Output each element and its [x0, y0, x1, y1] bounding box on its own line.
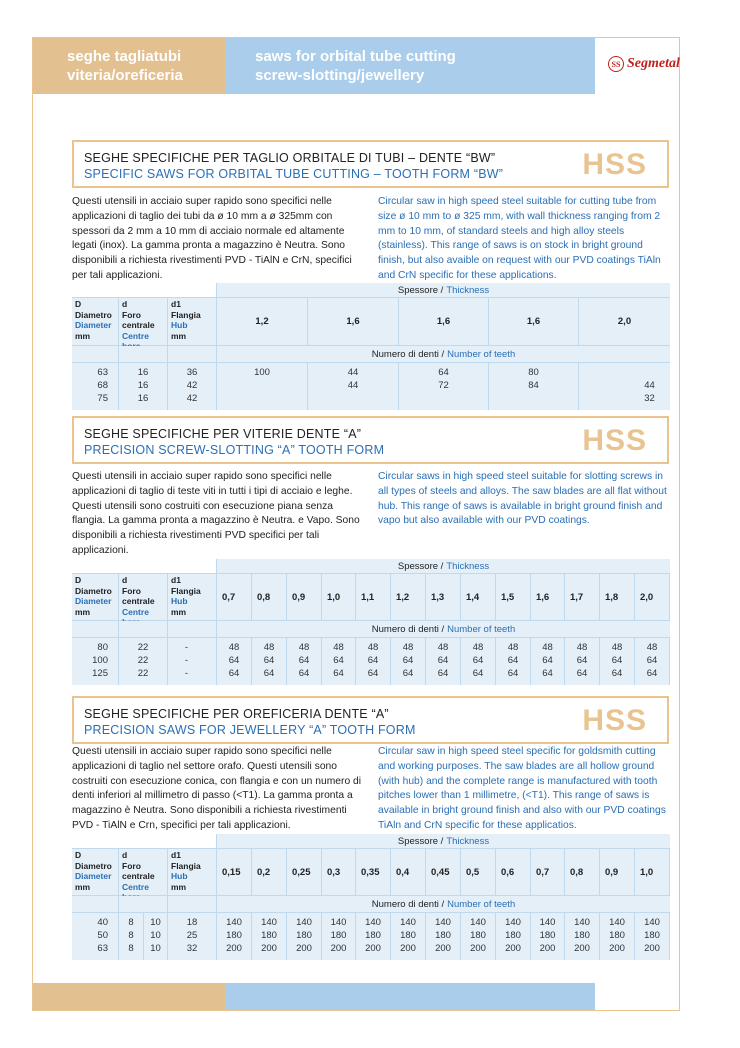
column-label-hub: d1 Flangia Hub mm	[168, 574, 216, 620]
section-jewellery-description-en: Circular saw in high speed steel specific for goldsmith cutting and working purposes. The saw blades are all hollow ground (with hub) and the complete range is manufactured with tooth pitches lower than 1 millimetre, (<T1). This range of saws is available in bright ground finish and also with our PVD coatings TiAln and CrN specific for these applicatios.	[378, 746, 666, 831]
teeth-values: 48 64 64	[356, 638, 390, 685]
centre-bore-values-a: 8 8 8	[119, 913, 143, 960]
header-english-line-1: saws for orbital tube cutting	[255, 48, 456, 65]
teeth-values: 140 180 200	[287, 913, 321, 960]
header-italian-title	[67, 47, 183, 85]
section-jewellery-table	[72, 834, 670, 960]
header-italian-line-2: viteria/oreficeria	[67, 67, 183, 84]
thickness-header: 1,1	[356, 574, 390, 620]
thickness-header: 0,35	[356, 849, 390, 895]
thickness-header: 0,9	[287, 574, 321, 620]
teeth-values: 80 84	[489, 363, 578, 410]
table-blank-corner	[72, 834, 216, 848]
teeth-values: 140 180 200	[600, 913, 634, 960]
header-left-band	[33, 38, 225, 94]
thickness-caption: Spessore / Thickness	[217, 834, 670, 848]
column-label-diameter: D Diametro Diameter mm	[72, 298, 118, 345]
teeth-values: 140 180 200	[565, 913, 599, 960]
table-spacer	[119, 896, 167, 912]
thickness-header: 0,25	[287, 849, 321, 895]
thickness-header: 0,4	[391, 849, 425, 895]
teeth-values: 44 44	[308, 363, 398, 410]
column-label-centre-bore: d Foro centrale Centre	[119, 298, 167, 345]
teeth-values: 48 64 64	[322, 638, 355, 685]
thickness-header: 0,7	[217, 574, 251, 620]
header-middle-band	[225, 38, 595, 94]
thickness-header: 1,6	[531, 574, 564, 620]
teeth-values: 64 72	[399, 363, 488, 410]
teeth-values: 140 180 200	[322, 913, 355, 960]
thickness-header: 0,9	[600, 849, 634, 895]
teeth-values: 140 180 200	[356, 913, 390, 960]
hub-values: 36 42 42	[168, 363, 216, 410]
teeth-caption: Numero di denti / Number of teeth	[217, 621, 670, 637]
thickness-header: 0,5	[461, 849, 495, 895]
section-bw-title-it: SEGHE SPECIFICHE PER TAGLIO ORBITALE DI TUBI – DENTE “BW”	[84, 151, 496, 165]
section-bw-description-it: Questi utensili in acciaio super rapido sono specifici nelle applicazioni di taglio dei tubi da ø 10 mm a ø 325mm con spessori da 2 mm a 10 mm di acciaio normale ed altamente legati (inox). La gamma pronta a magazzino è Neutra. Sono disponibili a richiesta rivestimenti PVD - TiAlN e CrN, specifici per tali applicazioni.	[72, 196, 352, 281]
header-english-title	[255, 47, 456, 85]
thickness-header: 1,5	[496, 574, 530, 620]
teeth-values: 44 32	[579, 363, 670, 410]
thickness-header: 1,6	[489, 298, 578, 345]
table-spacer	[72, 896, 118, 912]
teeth-values: 48 64 64	[496, 638, 530, 685]
section-jewellery-title-en: PRECISION SAWS FOR JEWELLERY “A” TOOTH FORM	[84, 723, 416, 737]
section-bw-title-box	[72, 140, 669, 188]
thickness-header: 0,2	[252, 849, 286, 895]
teeth-values: 48 64 64	[635, 638, 669, 685]
header-italian-line-1: seghe tagliatubi	[67, 48, 182, 65]
table-blank-corner	[72, 283, 216, 297]
thickness-header: 1,0	[635, 849, 669, 895]
section-bw-hss-badge: HSS	[582, 148, 647, 181]
teeth-values: 140 180 200	[496, 913, 530, 960]
table-spacer	[168, 346, 216, 362]
table-spacer	[168, 621, 216, 637]
section-jewellery-title-box	[72, 696, 669, 744]
thickness-header: 1,7	[565, 574, 599, 620]
thickness-header: 2,0	[635, 574, 669, 620]
thickness-caption: Spessore / Thickness	[217, 283, 670, 297]
thickness-header: 1,3	[426, 574, 460, 620]
teeth-values: 140 180 200	[217, 913, 251, 960]
section-screw-table	[72, 559, 670, 685]
section-screw-description-en: Circular saws in high speed steel suitable for slotting screws in all types of steels and alloys. The saw blades are all flat without hub. This range of saws is available in bright ground finish and vapo but also available with our PVD coatings.	[378, 471, 667, 527]
segmetal-logo-icon: SS	[608, 56, 624, 72]
section-bw-description-en: Circular saw in high speed steel suitable for cutting tube from size ø 10 mm to ø 325 mm, with wall thickness ranging from 2 mm to 10 mm, of standard steels and high alloy steels (stainless). This range of saws is on stock in bright ground finish, but also avaible on request with our PVD coatings TiAln and CrN specific for these applications.	[378, 196, 661, 281]
table-spacer	[72, 346, 118, 362]
thickness-header: 0,8	[565, 849, 599, 895]
teeth-values: 140 180 200	[461, 913, 495, 960]
table-spacer	[72, 621, 118, 637]
teeth-values: 48 64 64	[600, 638, 634, 685]
column-label-diameter: D Diametro Diameter mm	[72, 574, 118, 620]
diameter-values: 40 50 63	[72, 913, 118, 960]
segmetal-logo	[608, 56, 680, 72]
thickness-header: 1,6	[399, 298, 488, 345]
thickness-header: 1,2	[217, 298, 307, 345]
column-label-hub: d1 Flangia Hub mm	[168, 849, 216, 895]
teeth-values: 140 180 200	[635, 913, 669, 960]
section-jewellery-hss-badge: HSS	[582, 704, 647, 737]
centre-bore-values: 16 16 16	[119, 363, 167, 410]
teeth-values: 48 64 64	[287, 638, 321, 685]
thickness-caption: Spessore / Thickness	[217, 559, 670, 573]
thickness-header: 0,8	[252, 574, 286, 620]
thickness-header: 1,8	[600, 574, 634, 620]
teeth-values: 48 64 64	[461, 638, 495, 685]
column-label-diameter: D Diametro Diameter mm	[72, 849, 118, 895]
thickness-header: 0,7	[531, 849, 564, 895]
column-label-hub: d1 Flangia Hub mm	[168, 298, 216, 345]
section-screw-title-box	[72, 416, 669, 464]
teeth-values: 48 64 64	[565, 638, 599, 685]
section-screw-title-en: PRECISION SCREW-SLOTTING “A” TOOTH FORM	[84, 443, 385, 457]
centre-bore-values: 22 22 22	[119, 638, 167, 685]
thickness-header: 1,2	[391, 574, 425, 620]
section-bw-table	[72, 283, 670, 410]
diameter-values: 63 68 75	[72, 363, 118, 410]
teeth-values: 48 64 64	[252, 638, 286, 685]
thickness-header: 0,15	[217, 849, 251, 895]
column-label-centre-bore: d Foro centrale Centre	[119, 849, 167, 895]
teeth-values: 140 180 200	[391, 913, 425, 960]
teeth-values: 140 180 200	[426, 913, 460, 960]
teeth-values: 48 64 64	[391, 638, 425, 685]
table-spacer	[168, 896, 216, 912]
thickness-header: 1,0	[322, 574, 355, 620]
hub-values: - - -	[168, 638, 216, 685]
hub-values: 18 25 32	[168, 913, 216, 960]
section-screw-description-it: Questi utensili in acciaio super rapido sono specifici nelle applicazioni di taglio di teste viti in tutti i tipi di acciaio e leghe. Questi utensili sono costruiti con esecuzione piana senza flangia. La gamma pronta a magazzino è Neutra. e Vapo. Sono disponibili a richiesta rivestimenti PVD specifici per tali applicazioni.	[72, 471, 360, 556]
teeth-values: 140 180 200	[531, 913, 564, 960]
table-blank-corner	[72, 559, 216, 573]
section-screw-title-it: SEGHE SPECIFICHE PER VITERIE DENTE “A”	[84, 427, 362, 441]
teeth-values: 48 64 64	[531, 638, 564, 685]
footer-middle-band	[225, 983, 595, 1010]
thickness-header: 0,6	[496, 849, 530, 895]
thickness-header: 0,3	[322, 849, 355, 895]
teeth-values: 48 64 64	[217, 638, 251, 685]
segmetal-logo-text: Segmetal	[627, 56, 680, 71]
teeth-values: 100	[217, 363, 307, 410]
diameter-values: 80 100 125	[72, 638, 118, 685]
thickness-header: 1,4	[461, 574, 495, 620]
teeth-caption: Numero di denti / Number of teeth	[217, 896, 670, 912]
teeth-values: 48 64 64	[426, 638, 460, 685]
thickness-header: 2,0	[579, 298, 670, 345]
teeth-caption: Numero di denti / Number of teeth	[217, 346, 670, 362]
section-screw-hss-badge: HSS	[582, 424, 647, 457]
teeth-values: 140 180 200	[252, 913, 286, 960]
header-english-line-2: screw-slotting/jewellery	[255, 67, 425, 84]
thickness-header: 0,45	[426, 849, 460, 895]
table-spacer	[119, 346, 167, 362]
footer-left-band	[33, 983, 225, 1010]
thickness-header: 1,6	[308, 298, 398, 345]
section-jewellery-description-it: Questi utensili in acciaio super rapido sono specifici nelle applicazioni di taglio nel settore orafo. Questi utensili sono costruiti con esecuzione conica, con flangia e con un numero di denti inferiori al millimetro di passo (<T1). La gamma pronta a magazzino è Neutra. Sono disponibili a richiesta rivestimenti PVD - TiAlN e Crn, specifici per tali applicazioni.	[72, 746, 362, 831]
table-spacer	[119, 621, 167, 637]
column-label-centre-bore: d Foro centrale Centre	[119, 574, 167, 620]
section-jewellery-title-it: SEGHE SPECIFICHE PER OREFICERIA DENTE “A”	[84, 707, 389, 721]
section-bw-title-en: SPECIFIC SAWS FOR ORBITAL TUBE CUTTING – TOOTH FORM “BW”	[84, 167, 504, 181]
centre-bore-values-b: 10 10 10	[144, 913, 167, 960]
